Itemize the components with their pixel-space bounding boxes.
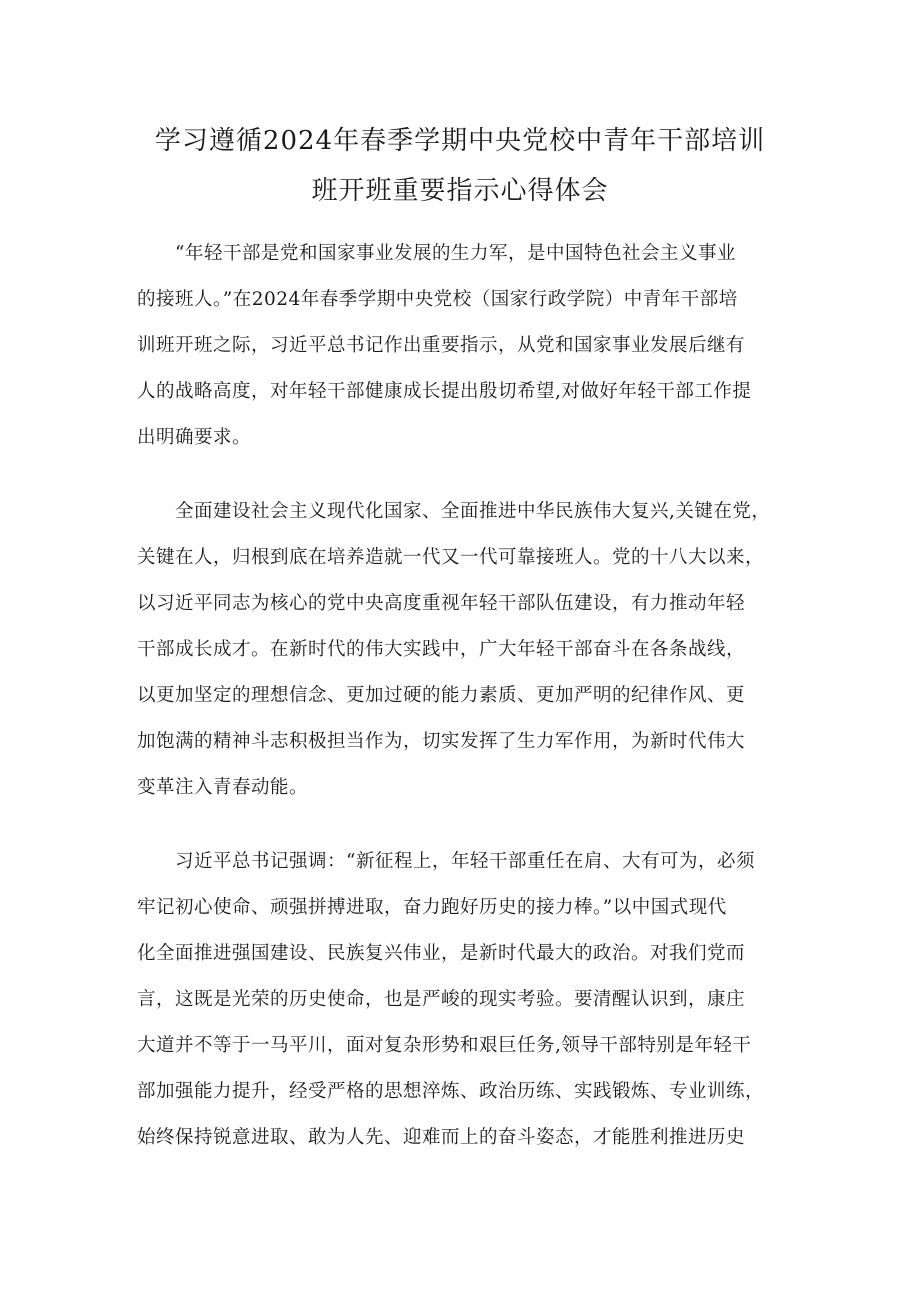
paragraph-2-line: 干部成长成才。在新时代的伟大实践中，广大年轻干部奋斗在各条战线， (137, 639, 746, 660)
paragraph-3-line: 言，这既是光荣的历史使命，也是严峻的现实考验。要清醒认识到，康庄 (137, 989, 746, 1010)
paragraph-3-line: 部加强能力提升，经受严格的思想淬炼、政治历练、实践锻炼、专业训练， (137, 1081, 765, 1102)
paragraph-1-line: 出明确要求。 (137, 427, 252, 448)
paragraph-1-line: 人的战略高度，对年轻干部健康成长提出殷切希望,对做好年轻干部工作提 (137, 381, 752, 402)
document-title-line-2: 班开班重要指示心得体会 (311, 176, 609, 206)
paragraph-2-line: 加饱满的精神斗志积极担当作为，切实发挥了生力军作用，为新时代伟大 (137, 731, 746, 752)
paragraph-3-line: 化全面推进强国建设、民族复兴伟业，是新时代最大的政治。对我们党而 (137, 943, 746, 964)
paragraph-2-line: 变革注入青春动能。 (137, 777, 309, 798)
paragraph-2-line: 以更加坚定的理想信念、更加过硬的能力素质、更加严明的纪律作风、更 (137, 685, 746, 706)
paragraph-3-line: 牢记初心使命、顽强拼搏进取，奋力跑好历史的接力棒。”以中国式现代 (137, 897, 727, 918)
document-title-line-1: 学习遵循2024年春季学期中央党校中青年干部培训 (154, 126, 766, 156)
paragraph-3-line: 习近平总书记强调：“新征程上，年轻干部重任在肩、大有可为，必须 (175, 851, 755, 872)
paragraph-1-line: 训班开班之际，习近平总书记作出重要指示，从党和国家事业发展后继有 (137, 335, 746, 356)
paragraph-2-line: 全面建设社会主义现代化国家、全面推进中华民族伟大复兴,关键在党， (175, 501, 771, 522)
paragraph-1-line: “年轻干部是党和国家事业发展的生力军，是中国特色社会主义事业 (175, 243, 736, 264)
paragraph-2-line: 以习近平同志为核心的党中央高度重视年轻干部队伍建设，有力推动年轻 (137, 593, 746, 614)
paragraph-1-line: 的接班人。”在2024年春季学期中央党校（国家行政学院）中青年干部培 (137, 289, 738, 310)
paragraph-3-line: 大道并不等于一马平川，面对复杂形势和艰巨任务,领导干部特别是年轻干 (137, 1035, 752, 1056)
paragraph-2-line: 关键在人，归根到底在培养造就一代又一代可靠接班人。党的十八大以来， (137, 547, 765, 568)
paragraph-3-line: 始终保持锐意进取、敢为人先、迎难而上的奋斗姿态，才能胜利推进历史 (137, 1127, 746, 1148)
